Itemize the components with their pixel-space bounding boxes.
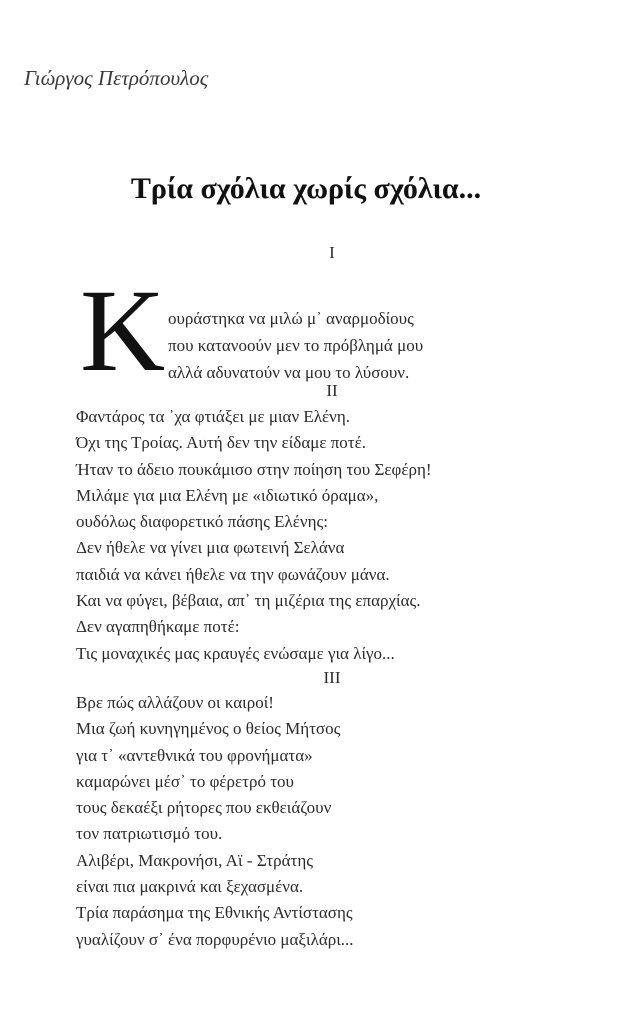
verse-line: είναι πια μακρινά και ξεχασμένα. (76, 877, 304, 897)
verse-line: αλλά αδυνατούν να μου το λύσουν. (168, 363, 410, 382)
section-numeral-1: I (329, 243, 335, 262)
verse-line: που κατανοούν μεν το πρόβλημά μου (168, 336, 424, 355)
verse-line: ουδόλως διαφορετικό πάσης Ελένης: (76, 512, 328, 532)
verse-line: Όχι της Τροίας. Αυτή δεν την είδαμε ποτέ. (76, 433, 367, 453)
stanza-2 (76, 404, 432, 667)
verse-line: Και να φύγει, βέβαια, απ᾽ τη μιζέρια της επαρχίας. (76, 591, 421, 611)
verse-line: Δεν ήθελε να γίνει μια φωτεινή Σελάνα (76, 538, 345, 558)
verse-line: Ήταν το άδειο πουκάμισο στην ποίηση του Σεφέρη! (76, 459, 432, 479)
verse-line: Τις μοναχικές μας κραυγές ενώσαμε για λίγο... (76, 643, 395, 663)
stanza-1 (168, 305, 423, 386)
section-numeral-3: III (323, 668, 341, 687)
verse-line: τους δεκαέξι ρήτορες που εκθειάζουν (76, 798, 332, 818)
verse-line: Αλιβέρι, Μακρονήσι, Αϊ - Στράτης (76, 850, 313, 870)
verse-line: καμαρώνει μέσ᾽ το φέρετρό του (76, 771, 294, 791)
stanza-3 (76, 690, 354, 953)
verse-line: Φαντάρος τα ᾽χα φτιάξει με μιαν Ελένη. (76, 407, 350, 426)
verse-line: για τ᾽ «αντεθνικά του φρονήματα» (76, 745, 313, 765)
verse-line: Δεν αγαπηθήκαμε ποτέ: (76, 617, 240, 637)
verse-line: Μια ζωή κυνηγημένος ο θείος Μήτσος (76, 719, 341, 739)
verse-line: ουράστηκα να μιλώ μ᾽ αναρμοδίους (168, 309, 414, 328)
verse-line: παιδιά να κάνει ήθελε να την φωνάζουν μάνα. (76, 564, 390, 584)
verse-line: Μιλάμε για μια Ελένη με «ιδιωτικό όραμα», (76, 485, 379, 505)
verse-line: Τρία παράσημα της Εθνικής Αντίστασης (76, 903, 353, 923)
verse-line: γυαλίζουν σ᾽ ένα πορφυρένιο μαξιλάρι... (76, 929, 354, 949)
verse-line: τον πατριωτισμό του. (76, 824, 223, 844)
author-name: Γιώργος Πετρόπουλος (24, 66, 209, 90)
poem-title: Τρία σχόλια χωρίς σχόλια... (130, 172, 482, 205)
drop-cap: Κ (80, 265, 166, 396)
section-numeral-2: II (326, 381, 338, 400)
verse-line: Βρε πώς αλλάζουν οι καιροί! (76, 693, 274, 712)
